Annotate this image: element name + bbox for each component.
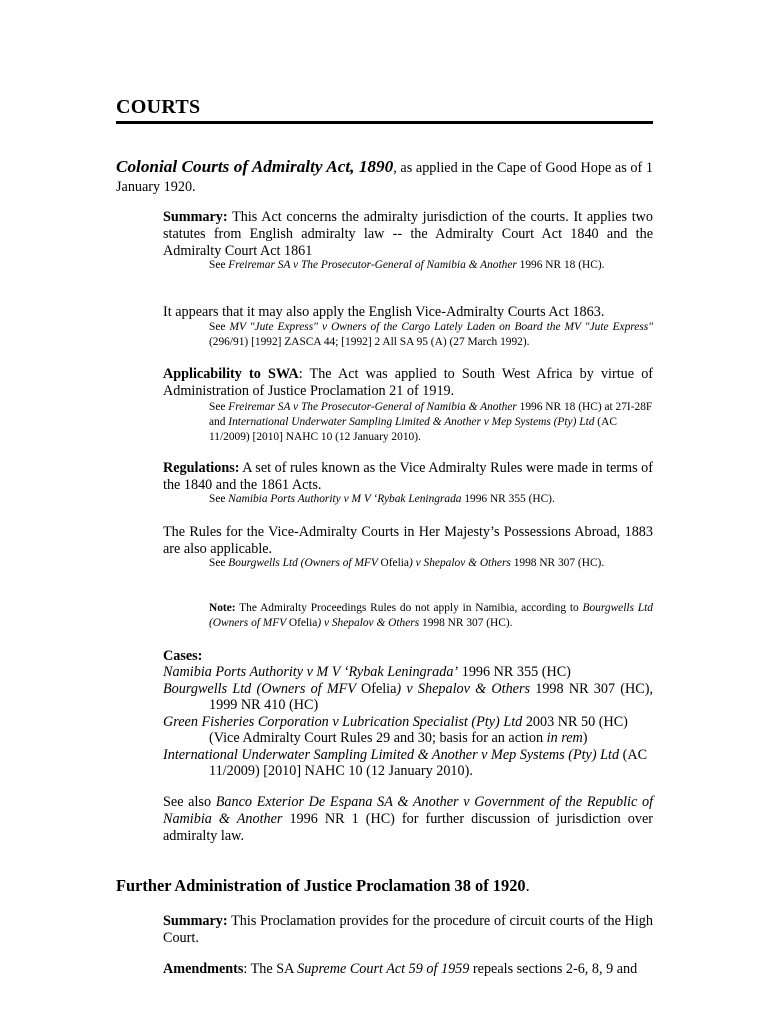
applicability-label: Applicability to SWA <box>163 366 299 382</box>
summary-label: Summary: <box>163 913 228 929</box>
note-case-name: Bourgwells Ltd (Owners of MFV <box>209 602 654 629</box>
summary-label: Summary: <box>163 209 228 225</box>
section-1-title: Colonial Courts of Admiralty Act, 1890 <box>116 157 394 176</box>
case-name: Green Fisheries Corporation v Lubrication Specialist (Pty) Ltd <box>163 713 523 730</box>
regulations-label: Regulations: <box>163 460 240 476</box>
section-2-amendments <box>163 961 653 978</box>
cases-label-text: Cases: <box>163 648 203 664</box>
ref-case-name: ) v Shepalov & Others <box>408 557 511 569</box>
note-label: Note: <box>209 602 236 614</box>
case-name: International Underwater Sampling Limited & Another v Mep Systems (Pty) Ltd <box>163 746 620 763</box>
applicability-paragraph <box>163 366 653 400</box>
note-paragraph <box>209 601 653 631</box>
section-1-title-rest: , as applied in the Cape of Good Hope as of 1 January 1920. <box>116 160 653 195</box>
cases-label <box>163 648 653 665</box>
ref-see-text: See <box>209 557 229 569</box>
case-vessel-name: Ofelia <box>360 680 397 697</box>
rules-reference <box>209 556 653 571</box>
ref-citation: 1998 NR 307 (HC). <box>510 557 605 569</box>
ref-see-text: See <box>209 259 229 271</box>
amendments-rest: repeals sections 2-6, 8, 9 and <box>469 961 638 977</box>
applicability-reference <box>209 400 653 445</box>
heading-rule <box>116 121 653 124</box>
case-citation: 2003 NR 50 (HC) (Vice Admiralty Court Rules 29 and 30; basis for an action <box>209 713 628 746</box>
see-also-paragraph <box>163 794 653 845</box>
ref-citation: (AC 11/2009) [2010] NAHC 10 (12 January 2010). <box>209 416 617 443</box>
summary-text: This Proclamation provides for the procedure of circuit courts of the High Court. <box>163 913 653 946</box>
see-also-case: Banco Exterior De Espana SA & Another v Government of the Republic of Namibia & Another <box>163 794 654 827</box>
page-heading: COURTS <box>116 96 201 118</box>
ref-case-name: International Underwater Sampling Limited & Another v Mep Systems (Pty) Ltd <box>228 416 595 428</box>
ref-see-text: See <box>209 401 229 413</box>
amendments-act: Supreme Court Act 59 of 1959 <box>297 961 470 977</box>
ref-case-name: Bourgwells Ltd (Owners of MFV <box>228 557 381 569</box>
ref-see-text: See <box>209 321 230 333</box>
note-vessel-name: Ofelia <box>288 617 318 629</box>
case-citation: 1998 NR 307 (HC), 1999 NR 410 (HC) <box>209 680 653 713</box>
applicability-text: : The Act was applied to South West Africa by virtue of Administration of Justice Proclamation 21 of 1919. <box>163 366 654 399</box>
rules-paragraph: The Rules for the Vice-Admiralty Courts in Her Majesty’s Possessions Abroad, 1883 are also applicable. <box>163 524 653 557</box>
vice-admiralty-reference <box>209 320 653 350</box>
amendments-label: Amendments <box>163 961 244 977</box>
summary-text: This Act concerns the admiralty jurisdiction of the courts. It applies two statutes from English admiralty law -- the Admiralty Court Act 1840 and the Admiralty Court Act 1861 <box>163 209 653 259</box>
case-item <box>163 664 653 681</box>
ref-case-name: MV "Jute Express" v Owners of the Cargo Lately Laden on Board the MV "Jute Express" <box>229 321 654 333</box>
ref-case-name: Namibia Ports Authority v M V ‘Rybak Leningrada <box>228 493 462 505</box>
ref-vessel-name: Ofelia <box>380 557 409 569</box>
case-name: Bourgwells Ltd (Owners of MFV <box>163 680 361 697</box>
case-name: Namibia Ports Authority v M V ‘Rybak Leningrada’ <box>163 664 459 680</box>
see-also-rest: 1996 NR 1 (HC) for further discussion of jurisdiction over admiralty law. <box>163 811 653 844</box>
case-item <box>163 681 653 714</box>
section-2-summary <box>163 913 653 947</box>
ref-see-text: See <box>209 493 229 505</box>
case-citation: (AC 11/2009) [2010] NAHC 10 (12 January 2010). <box>209 746 648 779</box>
section-2-title-end: . <box>525 876 530 895</box>
vice-admiralty-paragraph: It appears that it may also apply the English Vice-Admiralty Courts Act 1863. <box>163 304 605 320</box>
ref-citation: 1996 NR 18 (HC). <box>516 259 605 271</box>
note-text: The Admiralty Proceedings Rules do not apply in Namibia, according to <box>235 602 583 614</box>
case-item <box>163 747 653 780</box>
ref-citation: (296/91) [1992] ZASCA 44; [1992] 2 All SA 95 (A) (27 March 1992). <box>209 336 530 348</box>
case-citation: 1996 NR 355 (HC) <box>458 664 571 680</box>
ref-case-name: Freiremar SA v The Prosecutor-General of Namibia & Another <box>228 401 517 413</box>
ref-citation: 1996 NR 18 (HC) at 27I-28F and <box>209 401 653 428</box>
summary-reference <box>209 258 653 273</box>
summary-paragraph <box>163 209 653 260</box>
case-item <box>163 714 653 747</box>
cases-list <box>163 664 653 780</box>
note-case-name: ) v Shepalov & Others <box>317 617 420 629</box>
case-citation-end: ) <box>582 730 588 746</box>
see-also-text: See also <box>163 794 216 810</box>
regulations-text: A set of rules known as the Vice Admiralty Rules were made in terms of the 1840 and the 1861 Acts. <box>163 460 653 493</box>
regulations-paragraph <box>163 460 653 494</box>
section-2-title: Further Administration of Justice Proclamation 38 of 1920 <box>116 876 526 895</box>
ref-citation: 1996 NR 355 (HC). <box>461 493 555 505</box>
section-2-heading <box>116 876 653 897</box>
section-1-heading <box>116 157 653 196</box>
case-citation-italic: in rem <box>546 730 583 746</box>
case-name: ) v Shepalov & Others <box>396 680 531 697</box>
ref-case-name: Freiremar SA v The Prosecutor-General of Namibia & Another <box>228 259 517 271</box>
regulations-reference <box>209 492 653 507</box>
amendments-text: : The SA <box>243 961 298 977</box>
note-citation: 1998 NR 307 (HC). <box>419 617 513 629</box>
